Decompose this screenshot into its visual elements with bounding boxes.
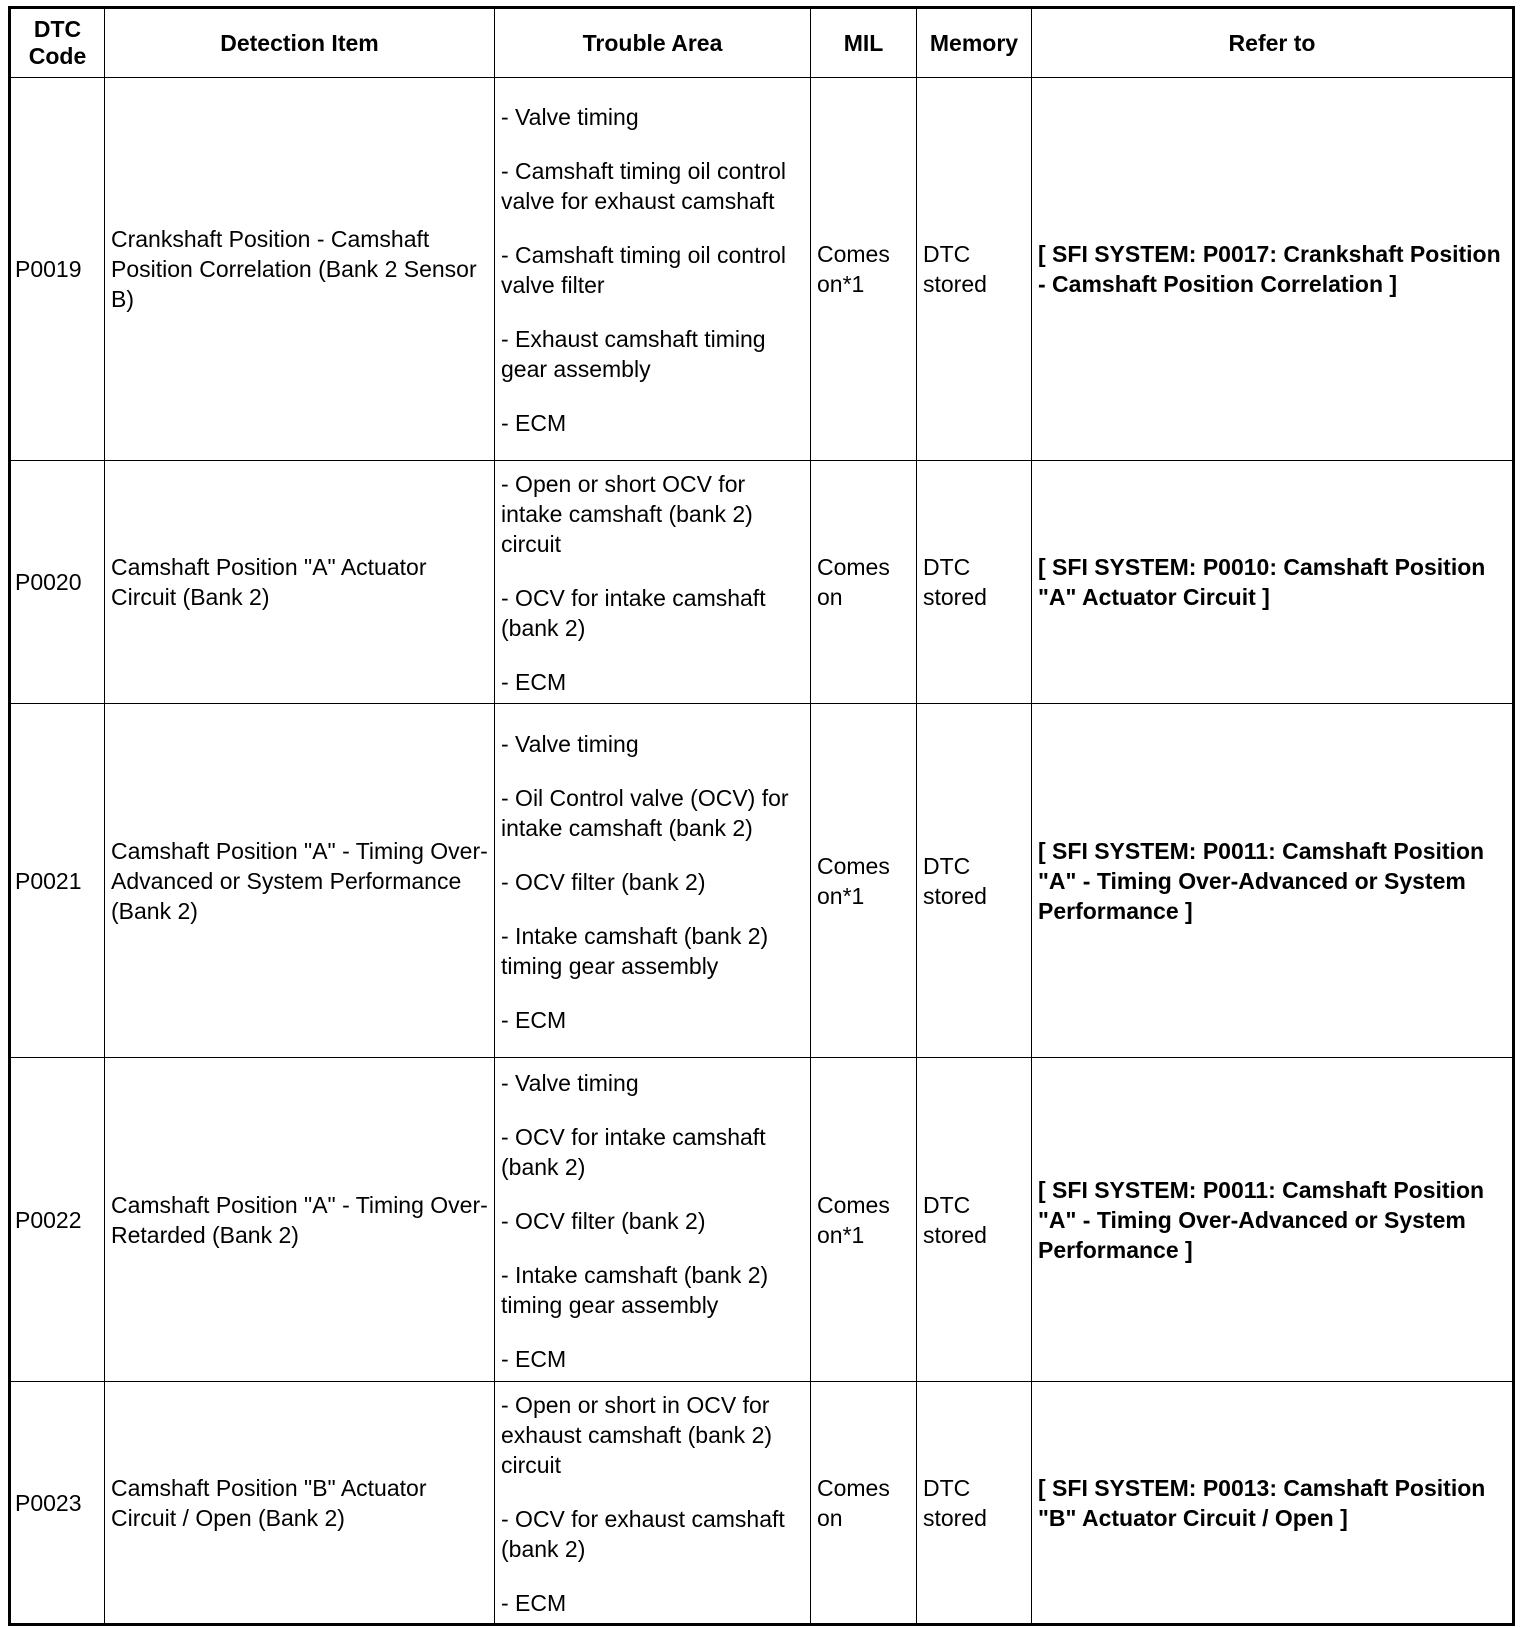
trouble-area-cell [495, 704, 811, 1058]
detection-item-cell: Camshaft Position "B" Actuator Circuit / Open (Bank 2) [105, 1382, 495, 1625]
dtc-code-cell: P0023 [10, 1382, 105, 1625]
detection-item-cell: Crankshaft Position - Camshaft Position Correlation (Bank 2 Sensor B) [105, 78, 495, 461]
trouble-area-item: - Camshaft timing oil control valve filter [501, 242, 787, 298]
detection-item-cell: Camshaft Position "A" Actuator Circuit (Bank 2) [105, 461, 495, 704]
dtc-code-cell: P0021 [10, 704, 105, 1058]
header-trouble-area: Trouble Area [495, 8, 811, 78]
trouble-area-item: - Valve timing [501, 104, 639, 130]
trouble-area-item: - Camshaft timing oil control valve for exhaust camshaft [501, 158, 787, 214]
table-row [10, 1058, 1514, 1382]
memory-cell: DTC stored [917, 78, 1032, 461]
detection-item-cell: Camshaft Position "A" - Timing Over-Advanced or System Performance (Bank 2) [105, 704, 495, 1058]
table-row [10, 461, 1514, 704]
header-mil: MIL [811, 8, 917, 78]
trouble-area-item: - OCV filter (bank 2) [501, 1207, 706, 1234]
header-dtc-code [10, 8, 105, 78]
mil-cell: Comes on [811, 461, 917, 704]
memory-cell: DTC stored [917, 704, 1032, 1058]
dtc-code-cell: P0022 [10, 1058, 105, 1382]
mil-cell: Comes on*1 [811, 1058, 917, 1382]
header-row [10, 8, 1514, 78]
trouble-area-item: - OCV filter (bank 2) [501, 868, 706, 895]
trouble-area-item: - OCV for exhaust camshaft (bank 2) [501, 1505, 785, 1562]
memory-cell: DTC stored [917, 1382, 1032, 1625]
mil-cell: Comes on*1 [811, 78, 917, 461]
trouble-area-item: - Open or short OCV for intake camshaft (bank 2) circuit [501, 471, 753, 557]
trouble-area-item: - Valve timing [501, 730, 639, 757]
dtc-code-cell: P0020 [10, 461, 105, 704]
detection-item-cell: Camshaft Position "A" - Timing Over-Retarded (Bank 2) [105, 1058, 495, 1382]
trouble-area-item: - Intake camshaft (bank 2) timing gear assembly [501, 922, 769, 979]
trouble-area-item: - ECM [501, 410, 567, 436]
mil-cell: Comes on*1 [811, 704, 917, 1058]
dtc-code-cell: P0019 [10, 78, 105, 461]
trouble-area-item: - Open or short in OCV for exhaust camshaft (bank 2) circuit [501, 1391, 773, 1478]
header-detection-item: Detection Item [105, 8, 495, 78]
trouble-area-cell [495, 78, 811, 461]
refer-to-link[interactable]: [ SFI SYSTEM: P0011: Camshaft Position "A" - Timing Over-Advanced or System Performance ] [1032, 704, 1514, 1058]
table-row [10, 78, 1514, 461]
refer-to-link[interactable]: [ SFI SYSTEM: P0011: Camshaft Position "A" - Timing Over-Advanced or System Performance ] [1032, 1058, 1514, 1382]
trouble-area-item: - Oil Control valve (OCV) for intake camshaft (bank 2) [501, 784, 789, 841]
trouble-area-item: - Valve timing [501, 1069, 639, 1096]
trouble-area-item: - ECM [501, 1589, 567, 1616]
table-row [10, 1382, 1514, 1625]
trouble-area-item: - Exhaust camshaft timing gear assembly [501, 326, 766, 382]
trouble-area-item: - ECM [501, 669, 567, 695]
trouble-area-cell [495, 1058, 811, 1382]
table-row [10, 704, 1514, 1058]
dtc-table [8, 6, 1515, 1626]
refer-to-link[interactable]: [ SFI SYSTEM: P0017: Crankshaft Position - Camshaft Position Correlation ] [1032, 78, 1514, 461]
trouble-area-cell [495, 461, 811, 704]
mil-cell: Comes on [811, 1382, 917, 1625]
header-dtc-code-label: DTC Code [28, 16, 87, 69]
refer-to-link[interactable]: [ SFI SYSTEM: P0013: Camshaft Position "B" Actuator Circuit / Open ] [1032, 1382, 1514, 1625]
trouble-area-cell [495, 1382, 811, 1625]
trouble-area-item: - OCV for intake camshaft (bank 2) [501, 1123, 766, 1180]
header-memory: Memory [917, 8, 1032, 78]
memory-cell: DTC stored [917, 1058, 1032, 1382]
header-refer-to: Refer to [1032, 8, 1514, 78]
refer-to-link[interactable]: [ SFI SYSTEM: P0010: Camshaft Position "A" Actuator Circuit ] [1032, 461, 1514, 704]
trouble-area-item: - ECM [501, 1345, 567, 1372]
memory-cell: DTC stored [917, 461, 1032, 704]
trouble-area-item: - ECM [501, 1006, 567, 1033]
trouble-area-item: - OCV for intake camshaft (bank 2) [501, 585, 766, 641]
trouble-area-item: - Intake camshaft (bank 2) timing gear assembly [501, 1261, 769, 1318]
